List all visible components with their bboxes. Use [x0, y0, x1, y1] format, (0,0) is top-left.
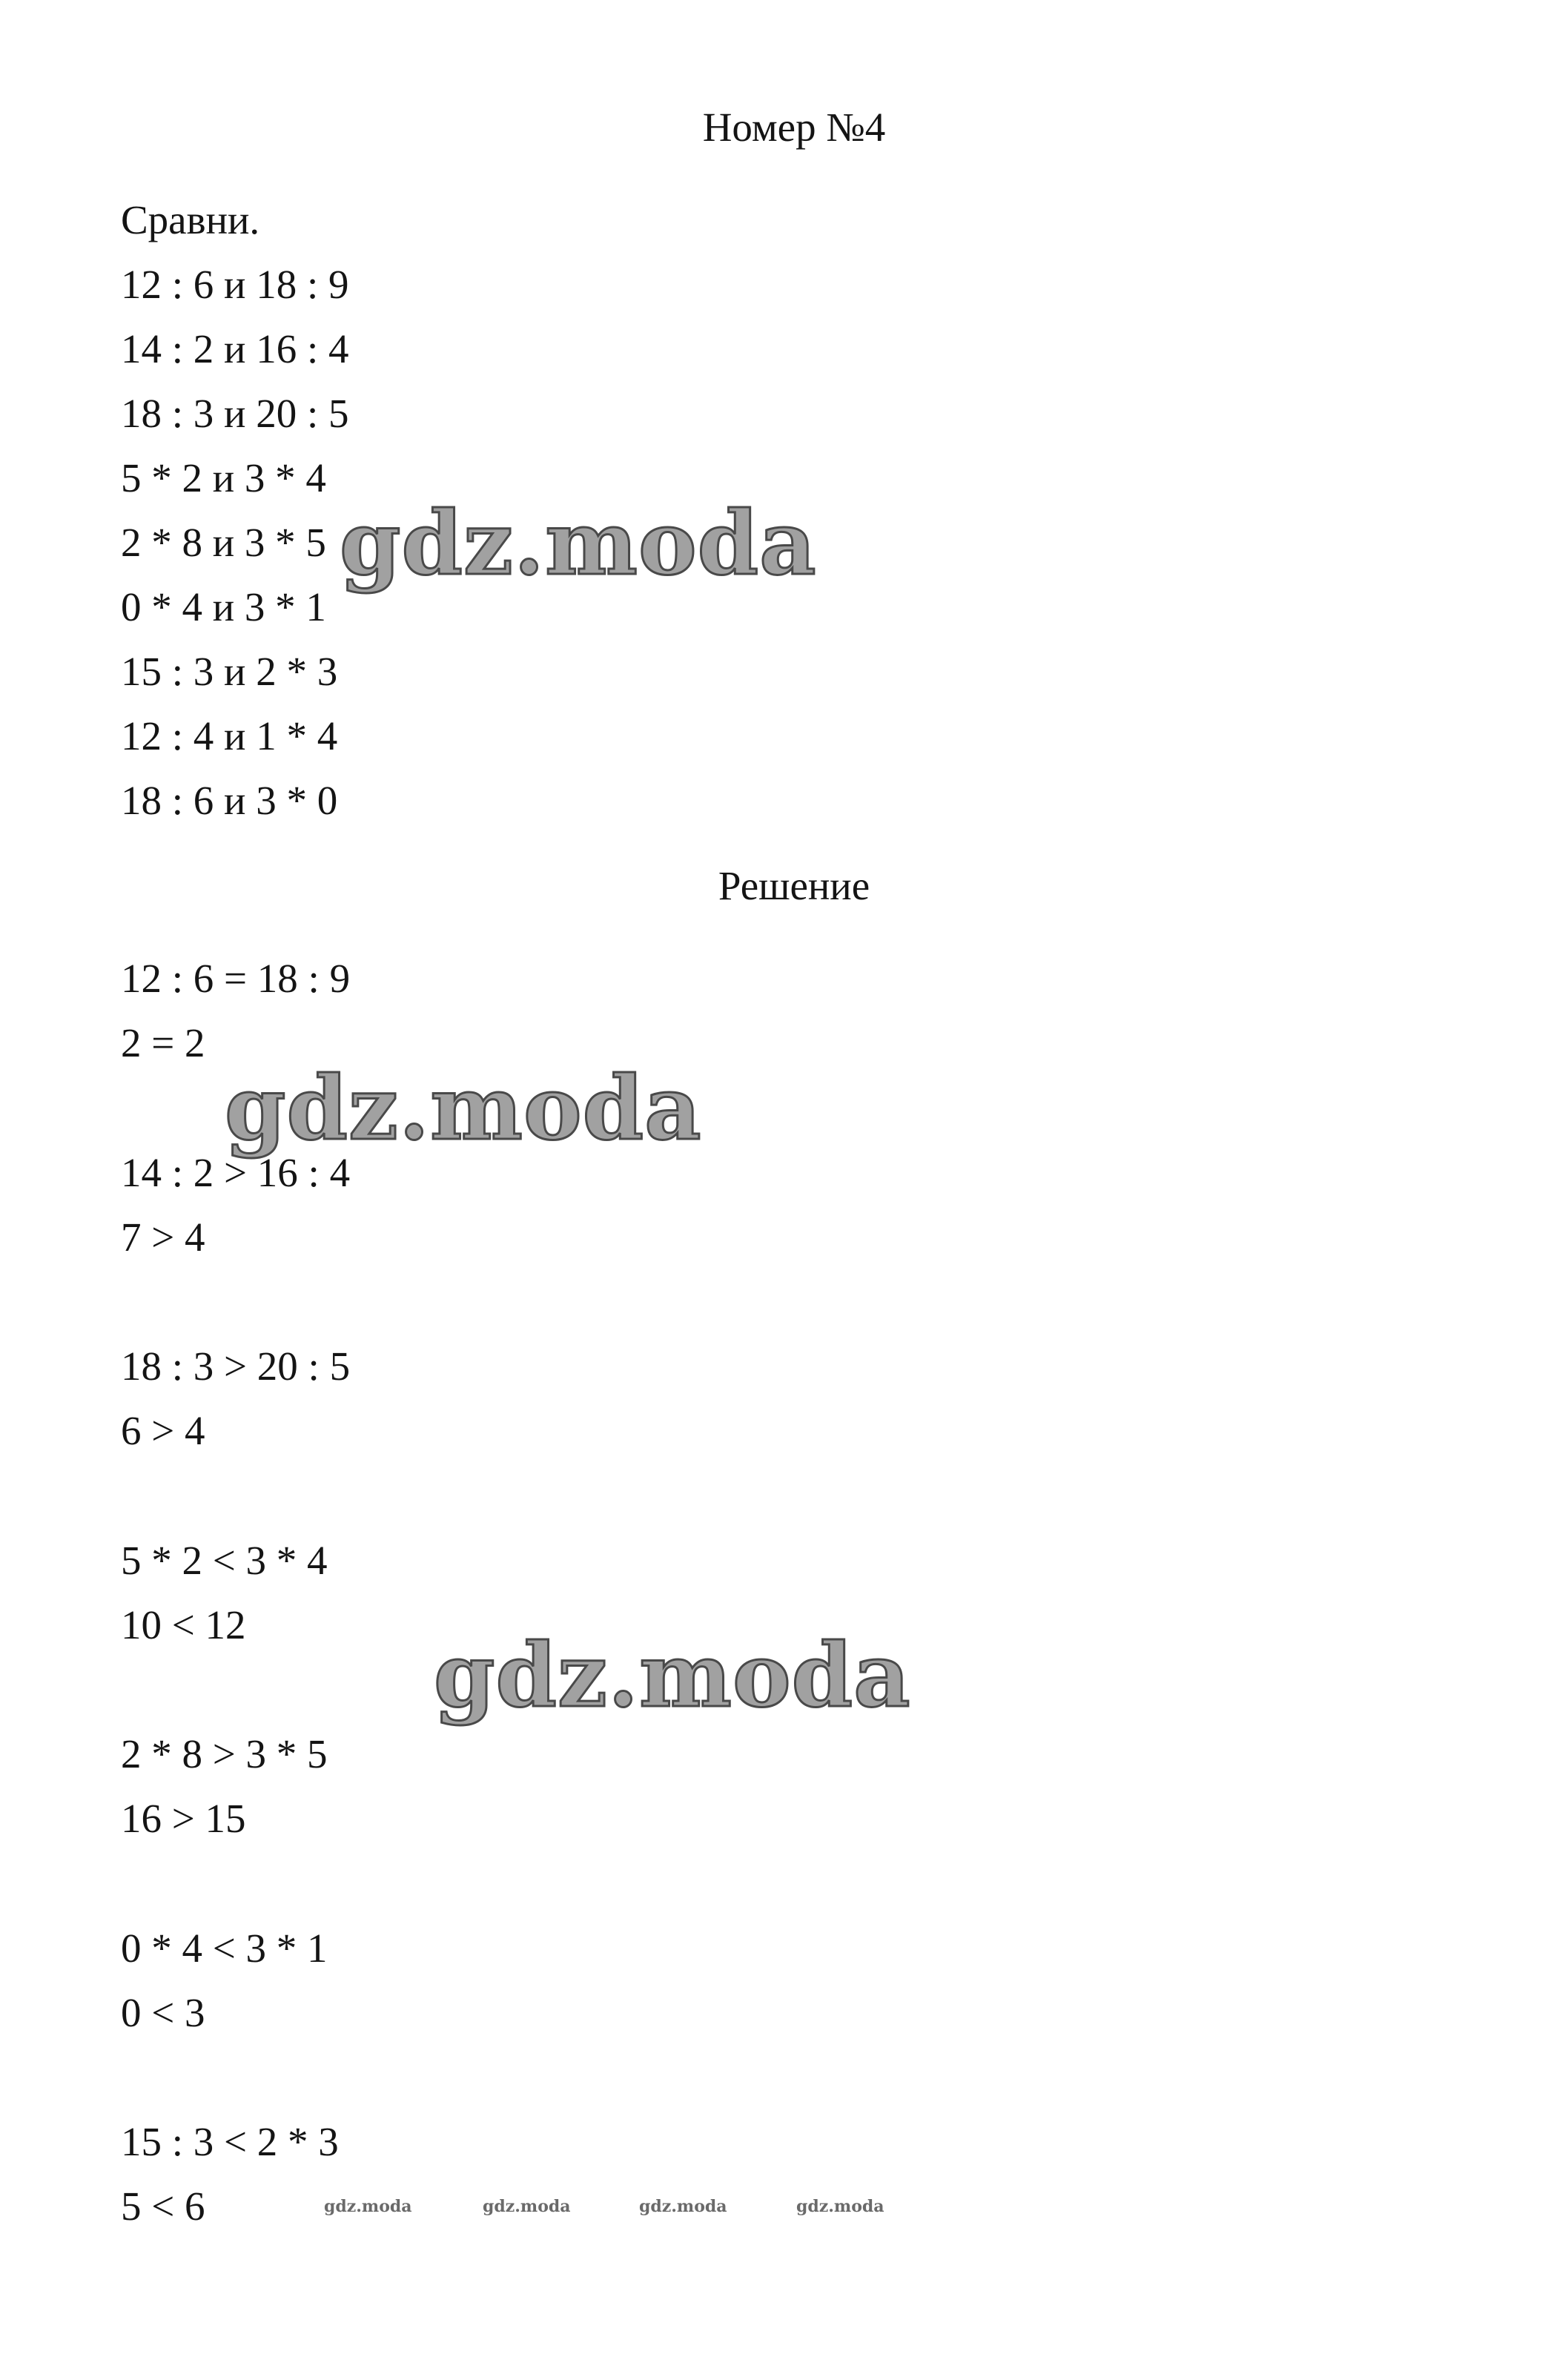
- solution-result: 16 > 15: [121, 1796, 246, 1841]
- task-item: 2 * 8 и 3 * 5: [121, 520, 326, 565]
- solution-comparison: 0 * 4 < 3 * 1: [121, 1926, 328, 1971]
- task-item: 0 * 4 и 3 * 1: [121, 584, 326, 629]
- task-item: 15 : 3 и 2 * 3: [121, 649, 338, 694]
- watermark-small: gdz.moda: [483, 2197, 571, 2216]
- task-item: 12 : 4 и 1 * 4: [121, 713, 338, 758]
- page-title: Номер №4: [702, 105, 886, 150]
- solution-comparison: 18 : 3 > 20 : 5: [121, 1343, 351, 1389]
- solution-result: 7 > 4: [121, 1214, 205, 1260]
- task-item: 14 : 2 и 16 : 4: [121, 326, 349, 371]
- watermark: gdz.moda: [340, 492, 817, 595]
- solution-comparison: 14 : 2 > 16 : 4: [121, 1150, 351, 1195]
- solution-comparison: 5 * 2 < 3 * 4: [121, 1538, 328, 1583]
- solution-result: 2 = 2: [121, 1020, 205, 1065]
- solution-comparison: 2 * 8 > 3 * 5: [121, 1731, 328, 1776]
- watermark: gdz.moda: [434, 1624, 911, 1727]
- watermark-small: gdz.moda: [324, 2197, 412, 2216]
- watermark: gdz.moda: [225, 1057, 702, 1160]
- task-item: 18 : 6 и 3 * 0: [121, 778, 338, 823]
- solution-comparison: 12 : 6 = 18 : 9: [121, 956, 351, 1001]
- watermark-small: gdz.moda: [796, 2197, 884, 2216]
- solution-result: 0 < 3: [121, 1990, 205, 2035]
- solution-comparison: 15 : 3 < 2 * 3: [121, 2119, 339, 2164]
- solution-result: 10 < 12: [121, 1602, 246, 1647]
- task-item: 12 : 6 и 18 : 9: [121, 262, 349, 307]
- task-item: 18 : 3 и 20 : 5: [121, 391, 349, 436]
- solution-heading: Решение: [718, 863, 870, 908]
- solution-result: 5 < 6: [121, 2184, 205, 2229]
- task-item: 5 * 2 и 3 * 4: [121, 455, 326, 500]
- task-instruction: Сравни.: [121, 197, 260, 242]
- solution-result: 6 > 4: [121, 1408, 205, 1453]
- watermark-small: gdz.moda: [639, 2197, 727, 2216]
